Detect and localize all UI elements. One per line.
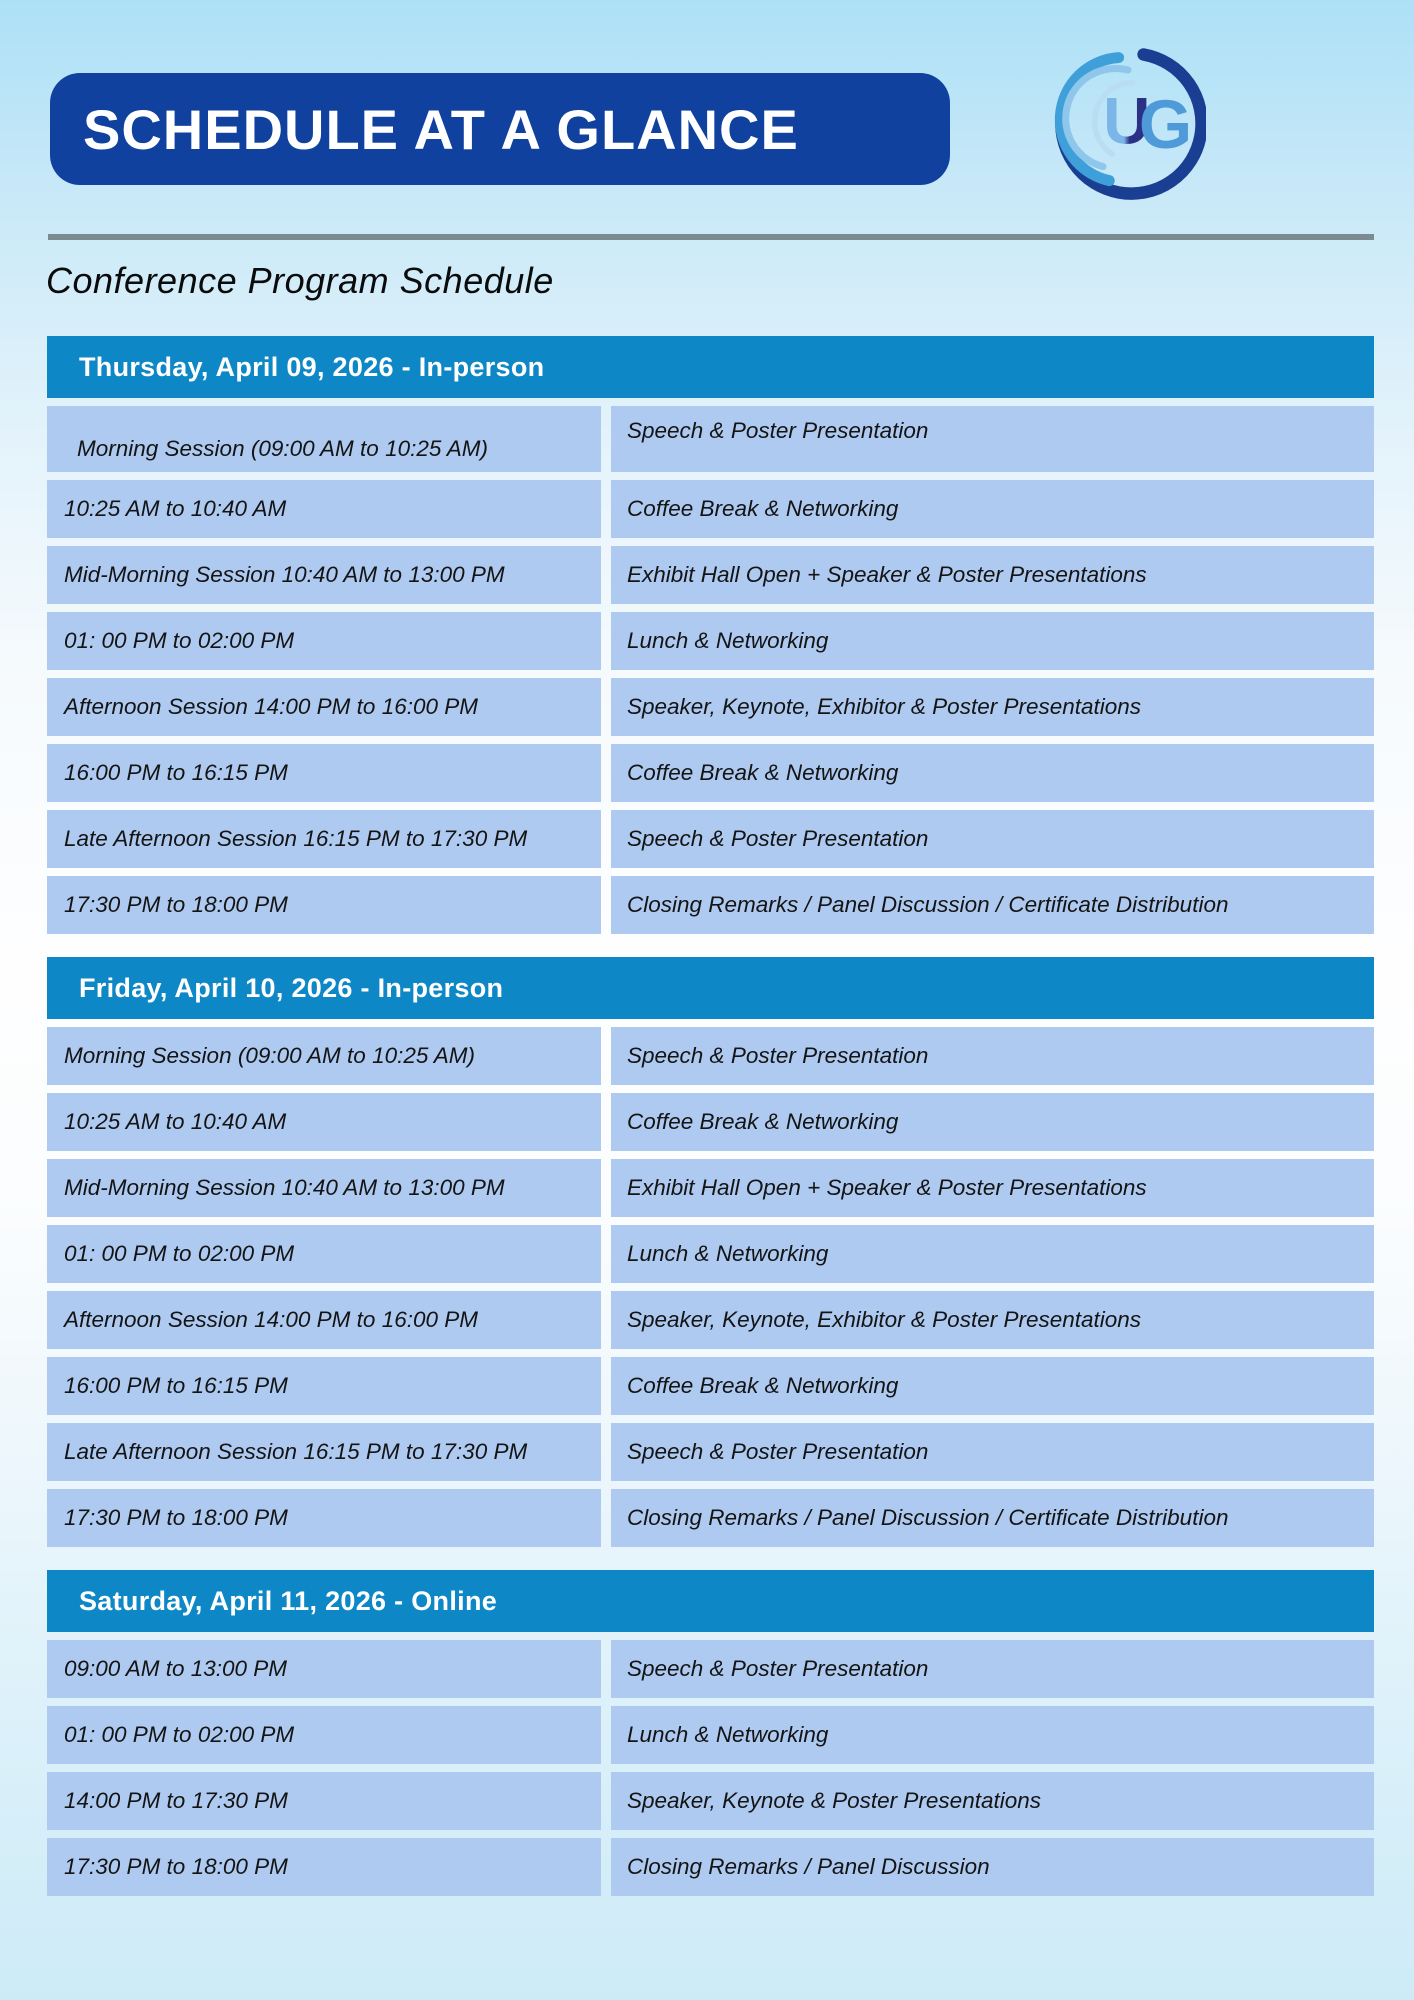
activity-cell: Coffee Break & Networking bbox=[611, 1093, 1374, 1151]
logo-letter-g: G bbox=[1138, 85, 1193, 163]
table-row bbox=[47, 1423, 1374, 1481]
table-row bbox=[47, 744, 1374, 802]
activity-cell: Exhibit Hall Open + Speaker & Poster Presentations bbox=[611, 1159, 1374, 1217]
table-row bbox=[47, 406, 1374, 472]
time-cell: 09:00 AM to 13:00 PM bbox=[47, 1640, 601, 1698]
activity-cell: Lunch & Networking bbox=[611, 1225, 1374, 1283]
time-cell: 10:25 AM to 10:40 AM bbox=[47, 480, 601, 538]
time-cell: Afternoon Session 14:00 PM to 16:00 PM bbox=[47, 1291, 601, 1349]
activity-cell: Closing Remarks / Panel Discussion / Certificate Distribution bbox=[611, 876, 1374, 934]
table-row bbox=[47, 1489, 1374, 1547]
activity-cell: Coffee Break & Networking bbox=[611, 480, 1374, 538]
table-row bbox=[47, 1093, 1374, 1151]
schedule-table bbox=[47, 957, 1374, 1547]
activity-cell: Coffee Break & Networking bbox=[611, 1357, 1374, 1415]
table-day-header: Friday, April 10, 2026 - In-person bbox=[47, 957, 1374, 1019]
activity-cell: Speaker, Keynote, Exhibitor & Poster Presentations bbox=[611, 678, 1374, 736]
table-row bbox=[47, 1706, 1374, 1764]
activity-cell: Lunch & Networking bbox=[611, 1706, 1374, 1764]
time-cell: Morning Session (09:00 AM to 10:25 AM) bbox=[47, 406, 601, 472]
activity-cell: Closing Remarks / Panel Discussion bbox=[611, 1838, 1374, 1896]
time-cell: 16:00 PM to 16:15 PM bbox=[47, 744, 601, 802]
activity-cell: Exhibit Hall Open + Speaker & Poster Presentations bbox=[611, 546, 1374, 604]
activity-cell: Coffee Break & Networking bbox=[611, 744, 1374, 802]
time-cell: 01: 00 PM to 02:00 PM bbox=[47, 1225, 601, 1283]
schedule-tables bbox=[47, 336, 1374, 1919]
activity-cell: Speaker, Keynote, Exhibitor & Poster Presentations bbox=[611, 1291, 1374, 1349]
time-cell: Afternoon Session 14:00 PM to 16:00 PM bbox=[47, 678, 601, 736]
activity-cell: Closing Remarks / Panel Discussion / Certificate Distribution bbox=[611, 1489, 1374, 1547]
time-cell: Mid-Morning Session 10:40 AM to 13:00 PM bbox=[47, 1159, 601, 1217]
section-heading: Conference Program Schedule bbox=[46, 260, 554, 301]
table-row bbox=[47, 1357, 1374, 1415]
schedule-table bbox=[47, 1570, 1374, 1896]
org-logo bbox=[1050, 42, 1206, 204]
logo-letter-u: U bbox=[1103, 84, 1151, 158]
logo-swoosh-icon bbox=[1050, 42, 1206, 204]
table-row bbox=[47, 810, 1374, 868]
table-day-header: Saturday, April 11, 2026 - Online bbox=[47, 1570, 1374, 1632]
table-row bbox=[47, 876, 1374, 934]
table-row bbox=[47, 1225, 1374, 1283]
time-cell: 17:30 PM to 18:00 PM bbox=[47, 1489, 601, 1547]
activity-cell: Speech & Poster Presentation bbox=[611, 406, 1374, 472]
time-cell: 01: 00 PM to 02:00 PM bbox=[47, 1706, 601, 1764]
page-title: SCHEDULE AT A GLANCE bbox=[83, 97, 799, 161]
activity-cell: Speech & Poster Presentation bbox=[611, 1640, 1374, 1698]
schedule-table bbox=[47, 336, 1374, 934]
divider-rule bbox=[48, 234, 1374, 240]
table-row bbox=[47, 1640, 1374, 1698]
time-cell: 17:30 PM to 18:00 PM bbox=[47, 1838, 601, 1896]
time-cell: Mid-Morning Session 10:40 AM to 13:00 PM bbox=[47, 546, 601, 604]
table-row bbox=[47, 1772, 1374, 1830]
activity-cell: Speech & Poster Presentation bbox=[611, 810, 1374, 868]
time-cell: 10:25 AM to 10:40 AM bbox=[47, 1093, 601, 1151]
time-cell: Late Afternoon Session 16:15 PM to 17:30 PM bbox=[47, 810, 601, 868]
activity-cell: Speech & Poster Presentation bbox=[611, 1423, 1374, 1481]
table-row bbox=[47, 480, 1374, 538]
table-row bbox=[47, 1159, 1374, 1217]
table-row bbox=[47, 546, 1374, 604]
table-row bbox=[47, 612, 1374, 670]
table-row bbox=[47, 1838, 1374, 1896]
table-row bbox=[47, 1291, 1374, 1349]
title-banner bbox=[50, 73, 950, 185]
activity-cell: Lunch & Networking bbox=[611, 612, 1374, 670]
table-row bbox=[47, 678, 1374, 736]
time-cell: 01: 00 PM to 02:00 PM bbox=[47, 612, 601, 670]
activity-cell: Speaker, Keynote & Poster Presentations bbox=[611, 1772, 1374, 1830]
table-day-header: Thursday, April 09, 2026 - In-person bbox=[47, 336, 1374, 398]
table-row bbox=[47, 1027, 1374, 1085]
time-cell: 14:00 PM to 17:30 PM bbox=[47, 1772, 601, 1830]
time-cell: 16:00 PM to 16:15 PM bbox=[47, 1357, 601, 1415]
activity-cell: Speech & Poster Presentation bbox=[611, 1027, 1374, 1085]
time-cell: Morning Session (09:00 AM to 10:25 AM) bbox=[47, 1027, 601, 1085]
time-cell: 17:30 PM to 18:00 PM bbox=[47, 876, 601, 934]
time-cell: Late Afternoon Session 16:15 PM to 17:30 PM bbox=[47, 1423, 601, 1481]
